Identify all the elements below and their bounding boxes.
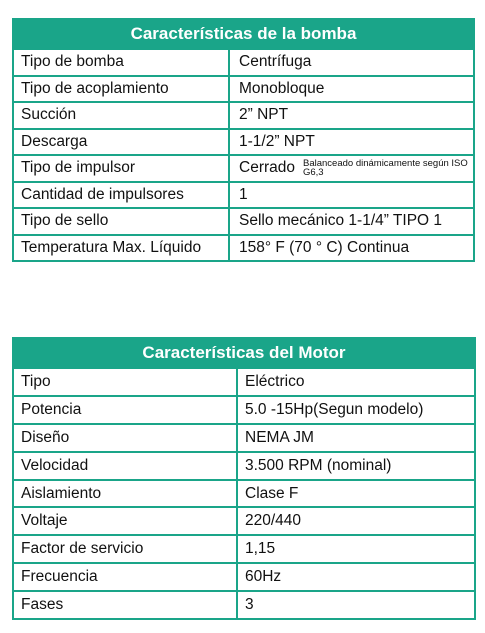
table-row xyxy=(14,423,474,451)
row-value: 158° F (70 ° C) Continua xyxy=(239,238,410,256)
row-label: Aislamiento xyxy=(14,481,238,507)
row-label: Frecuencia xyxy=(14,564,238,590)
impeller-note: Balanceado dinámicamente según ISO G6,3 xyxy=(303,158,468,179)
table-row xyxy=(14,451,474,479)
row-label: Descarga xyxy=(14,130,230,155)
table-row xyxy=(14,48,473,75)
row-value: Clase F xyxy=(245,484,299,502)
row-label: Factor de servicio xyxy=(14,536,238,562)
table-row xyxy=(14,128,473,155)
row-value: 2” NPT xyxy=(239,106,289,124)
table-row xyxy=(14,506,474,534)
row-value: Eléctrico xyxy=(245,372,305,390)
row-value: 60Hz xyxy=(245,568,282,586)
row-value: Monobloque xyxy=(239,79,325,97)
row-label: Tipo de impulsor xyxy=(14,156,230,181)
row-value: 220/440 xyxy=(245,512,302,530)
row-label: Succión xyxy=(14,103,230,128)
motor-table-title: Características del Motor xyxy=(14,339,474,367)
table-row xyxy=(14,395,474,423)
table-row xyxy=(14,207,473,234)
row-label: Temperatura Max. Líquido xyxy=(14,236,230,261)
row-value: 3.500 RPM (nominal) xyxy=(245,456,392,474)
row-label: Diseño xyxy=(14,425,238,451)
table-row xyxy=(14,101,473,128)
row-label: Cantidad de impulsores xyxy=(14,183,230,208)
row-value: 1 xyxy=(239,185,248,203)
table-row xyxy=(14,181,473,208)
table-row xyxy=(14,154,473,181)
row-value: 1,15 xyxy=(245,540,276,558)
table-row xyxy=(14,562,474,590)
row-label: Tipo de acoplamiento xyxy=(14,77,230,102)
row-label: Voltaje xyxy=(14,508,238,534)
row-label: Tipo xyxy=(14,369,238,395)
table-row xyxy=(14,479,474,507)
row-value: NEMA JM xyxy=(245,428,314,446)
table-row xyxy=(14,234,473,261)
pump-characteristics-table xyxy=(12,18,475,262)
row-value: Sello mecánico 1-1/4” TIPO 1 xyxy=(239,212,443,230)
table-row xyxy=(14,590,474,618)
motor-characteristics-table xyxy=(12,337,476,620)
row-value: 3 xyxy=(245,596,254,614)
row-value: 1-1/2” NPT xyxy=(239,132,315,150)
row-value: 5.0 -15Hp(Segun modelo) xyxy=(245,400,424,418)
row-value-with-note xyxy=(230,156,473,181)
row-label: Velocidad xyxy=(14,453,238,479)
row-label: Potencia xyxy=(14,397,238,423)
row-value: Cerrado xyxy=(239,159,295,177)
table-row xyxy=(14,367,474,395)
row-label: Tipo de sello xyxy=(14,209,230,234)
table-row xyxy=(14,75,473,102)
row-label: Fases xyxy=(14,592,238,618)
pump-table-title: Características de la bomba xyxy=(14,20,473,48)
row-value: Centrífuga xyxy=(239,53,312,71)
table-row xyxy=(14,534,474,562)
row-label: Tipo de bomba xyxy=(14,50,230,75)
